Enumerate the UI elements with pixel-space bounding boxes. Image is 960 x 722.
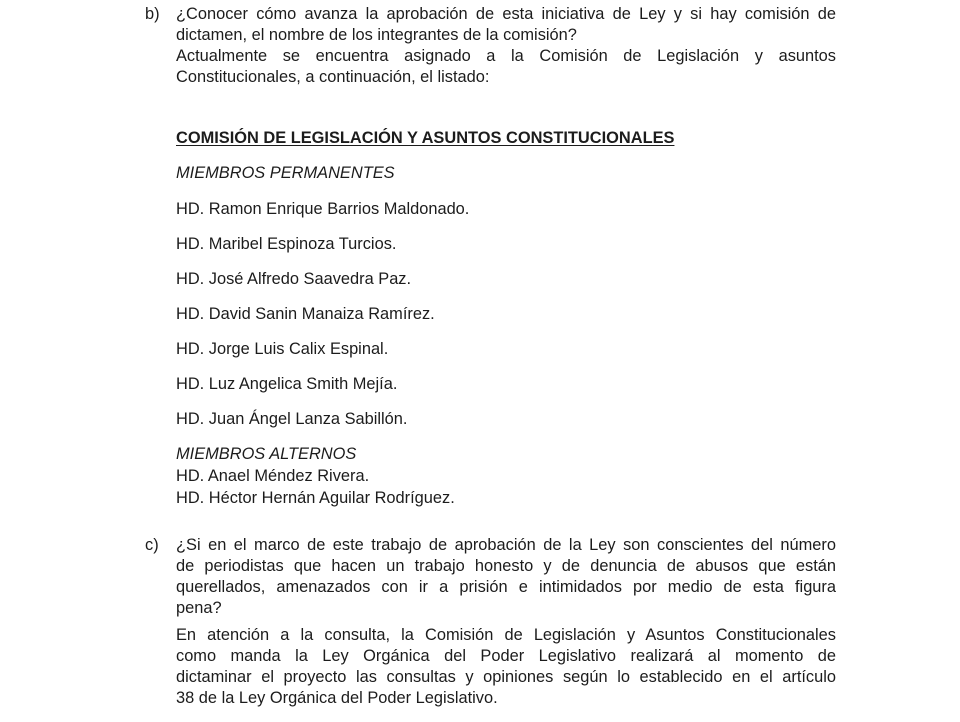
section-b-answer <box>176 46 836 88</box>
section-c-question-line: querellados, amenazados con ir a prisión e intimidados por medio de esta figura <box>176 578 836 596</box>
section-b-question <box>176 4 836 46</box>
section-b-answer-line: Actualmente se encuentra asignado a la Comisión de Legislación y asuntos <box>176 47 836 65</box>
section-c-answer-line: como manda la Ley Orgánica del Poder Legislativo realizará al momento de <box>176 647 836 665</box>
permanent-member: HD. Ramon Enrique Barrios Maldonado. <box>176 200 470 218</box>
section-c-question-line: ¿Si en el marco de este trabajo de aprobación de la Ley son conscientes del número <box>176 536 836 554</box>
section-c-question-line: pena? <box>176 599 222 617</box>
permanent-member: HD. David Sanin Manaiza Ramírez. <box>176 305 435 323</box>
permanent-members-heading: MIEMBROS PERMANENTES <box>176 164 395 182</box>
permanent-member: HD. José Alfredo Saavedra Paz. <box>176 270 412 288</box>
section-b-question-line: dictamen, el nombre de los integrantes de la comisión? <box>176 26 577 44</box>
alternate-member: HD. Héctor Hernán Aguilar Rodríguez. <box>176 489 455 507</box>
section-c-answer <box>176 625 836 709</box>
section-c-answer-line: 38 de la Ley Orgánica del Poder Legislativo. <box>176 689 498 707</box>
permanent-member: HD. Jorge Luis Calix Espinal. <box>176 340 389 358</box>
permanent-member: HD. Maribel Espinoza Turcios. <box>176 235 397 253</box>
commission-title: COMISIÓN DE LEGISLACIÓN Y ASUNTOS CONSTITUCIONALES <box>176 129 675 147</box>
section-b-question-line: ¿Conocer cómo avanza la aprobación de esta iniciativa de Ley y si hay comisión de <box>176 5 836 23</box>
section-c-answer-line: En atención a la consulta, la Comisión de Legislación y Asuntos Constitucionales <box>176 626 836 644</box>
permanent-member: HD. Juan Ángel Lanza Sabillón. <box>176 410 408 428</box>
alternate-members-heading: MIEMBROS ALTERNOS <box>176 445 357 463</box>
section-c-question-line: de periodistas que hacen un trabajo honesto y de denuncia de abusos que están <box>176 557 836 575</box>
section-c-question <box>176 535 836 619</box>
section-b-answer-line: Constitucionales, a continuación, el listado: <box>176 68 490 86</box>
permanent-member: HD. Luz Angelica Smith Mejía. <box>176 375 398 393</box>
item-marker-c: c) <box>145 536 159 554</box>
alternate-member: HD. Anael Méndez Rivera. <box>176 467 370 485</box>
section-c-answer-line: dictaminar el proyecto las consultas y opiniones según lo establecido en el artículo <box>176 668 836 686</box>
item-marker-b: b) <box>145 5 160 23</box>
